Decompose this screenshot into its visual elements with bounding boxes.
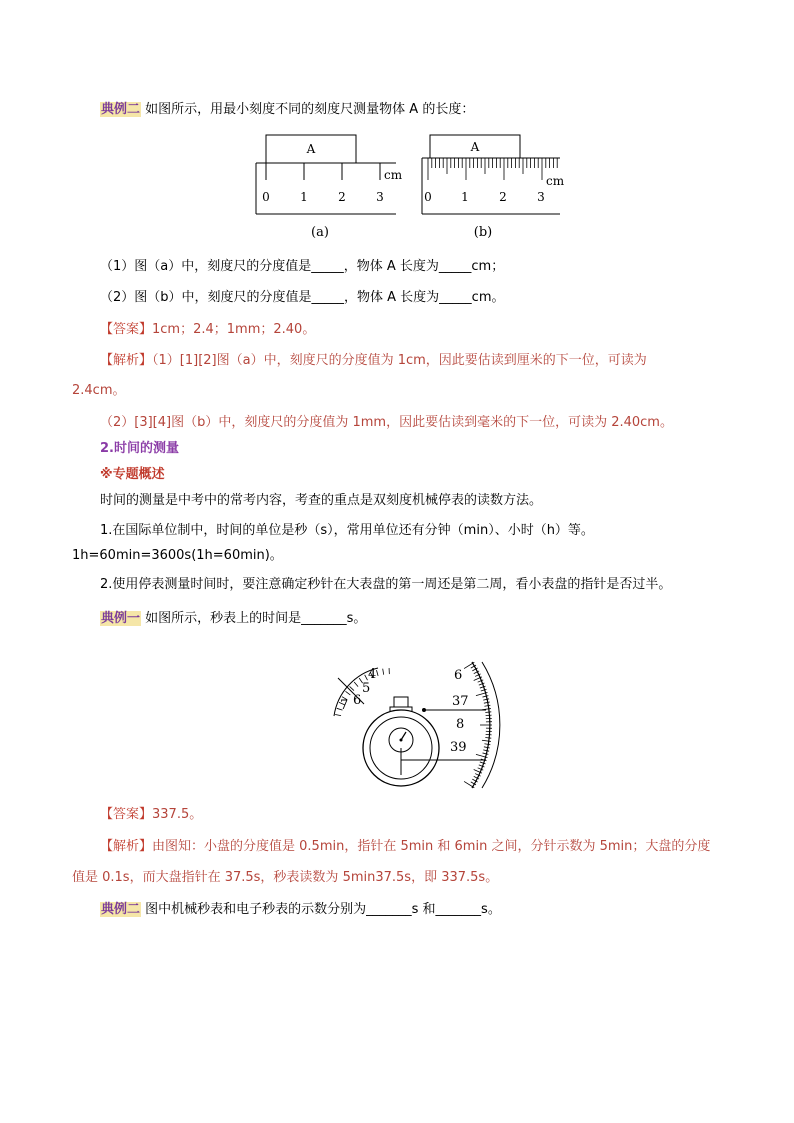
- paragraph-2: 1.在国际单位制中，时间的单位是秒（s），常用单位还有分钟（min）、小时（h）等。: [100, 523, 594, 538]
- example-question: 如图所示，用最小刻度不同的刻度尺测量物体 A 的长度：: [145, 102, 475, 117]
- mm-ticks: [428, 158, 557, 180]
- small-dial-label: 6: [353, 693, 362, 708]
- answer-text: 1cm；2.4；1mm；2.40。: [152, 322, 316, 337]
- dial-tick: [482, 740, 491, 741]
- dial-tick: [480, 686, 486, 688]
- dial-tick: [464, 662, 474, 668]
- big-dial-label: 37: [452, 694, 469, 709]
- dial-tick: [484, 747, 490, 748]
- tick-label: 0: [424, 190, 432, 204]
- dial-tick: [376, 670, 378, 676]
- dial-tick: [485, 738, 491, 739]
- example-question: 如图所示，秒表上的时间是_______s。: [145, 611, 367, 626]
- small-dial-label: 4: [368, 667, 377, 682]
- dial-tick: [483, 696, 489, 697]
- tick-label: 0: [262, 190, 270, 204]
- dial-tick: [345, 691, 350, 695]
- explanation-1-line-2: 2.4cm。: [72, 383, 126, 398]
- paragraph-1: 时间的测量是中考中的常考内容，考查的重点是双刻度机械停表的读数方法。: [100, 493, 543, 508]
- dial-tick: [484, 702, 490, 703]
- caption-a: (a): [311, 225, 329, 240]
- ruler-b: [422, 135, 565, 240]
- answer-tag: 【答案】: [100, 322, 153, 337]
- explanation-2-line-2: 值是 0.1s，而大盘指针在 37.5s，秒表读数为 5min37.5s，即 337.5s。: [72, 870, 499, 885]
- example-tag: 典例二: [101, 102, 141, 117]
- dial-tick: [483, 753, 489, 754]
- big-dial-label: 6: [454, 668, 463, 683]
- big-dial-label: 8: [456, 717, 465, 732]
- tick-label: 2: [338, 190, 346, 204]
- dial-tick: [464, 781, 474, 787]
- dial-tick: [383, 669, 384, 675]
- big-dial-label: 39: [450, 740, 467, 755]
- answer-1: [100, 321, 315, 339]
- ruler-figure: [250, 130, 570, 245]
- question-2: （2）图（b）中，刻度尺的分度值是_____，物体 A 长度为_____cm。: [100, 290, 505, 305]
- answer-text: 337.5。: [152, 807, 203, 822]
- explanation-tag: 【解析】: [100, 839, 153, 854]
- explanation-2-line-1: [100, 838, 710, 856]
- answer-2: [100, 806, 202, 824]
- explanation-text: （1）[1][2]图（a）中，刻度尺的分度值为 1cm，因此要估读到厘米的下一位，可读为: [152, 353, 647, 368]
- explanation-text: 由图知：小盘的分度值是 0.5min，指针在 5min 和 6min 之间，分针示数为 5min；大盘的分度: [152, 839, 711, 854]
- tick-label: 1: [461, 190, 469, 204]
- paragraph-2-formula: 1h=60min=3600s(1h=60min)。: [72, 548, 283, 563]
- explanation-tag: 【解析】: [100, 353, 153, 368]
- small-dial-inset: [334, 667, 389, 716]
- dial-tick: [480, 762, 486, 764]
- dial-tick: [484, 705, 490, 706]
- stopwatch-figure: [326, 660, 506, 790]
- example-2b-heading: [100, 901, 501, 919]
- explanation-1-line-1: [100, 352, 647, 370]
- example-heading: [100, 101, 474, 119]
- section-heading: 2.时间的测量: [100, 441, 179, 456]
- tick-label: 2: [499, 190, 507, 204]
- explanation-1-line-3: （2）[3][4]图（b）中，刻度尺的分度值为 1mm，因此要估读到毫米的下一位，可读为 2.40cm。: [100, 415, 673, 430]
- dial-tick: [483, 699, 489, 700]
- small-dial-label: 7: [340, 698, 349, 713]
- example-tag: 典例二: [101, 902, 141, 917]
- answer-tag: 【答案】: [100, 807, 153, 822]
- dial-tick: [483, 750, 489, 751]
- ruler-a: [256, 135, 403, 240]
- small-dial-label: 5: [362, 681, 371, 696]
- example-1-heading: [100, 610, 366, 628]
- dial-tick: [481, 689, 487, 691]
- dial-tick: [335, 714, 341, 715]
- question-1: （1）图（a）中，刻度尺的分度值是_____，物体 A 长度为_____cm；: [100, 259, 505, 274]
- dial-tick: [354, 682, 358, 687]
- tick-label: 3: [537, 190, 545, 204]
- dial-tick: [482, 709, 491, 710]
- overview-heading: ※专题概述: [100, 467, 165, 482]
- caption-b: (b): [473, 225, 493, 240]
- block-b-label: A: [470, 140, 480, 154]
- unit-label: cm: [384, 168, 403, 182]
- example-question: 图中机械秒表和电子秒表的示数分别为_______s 和_______s。: [145, 902, 501, 917]
- stopwatch-body: [363, 697, 486, 786]
- dial-tick: [484, 744, 490, 745]
- paragraph-3: 2.使用停表测量时间时，要注意确定秒针在大表盘的第一周还是第二周，看小表盘的指针是否过半。: [100, 577, 672, 592]
- unit-label: cm: [546, 174, 565, 188]
- example-tag: 典例一: [101, 611, 141, 626]
- tick-label: 1: [300, 190, 308, 204]
- big-dial-inset: [450, 662, 500, 788]
- dial-tick: [485, 712, 491, 713]
- tick-label: 3: [376, 190, 384, 204]
- block-a-label: A: [306, 142, 316, 156]
